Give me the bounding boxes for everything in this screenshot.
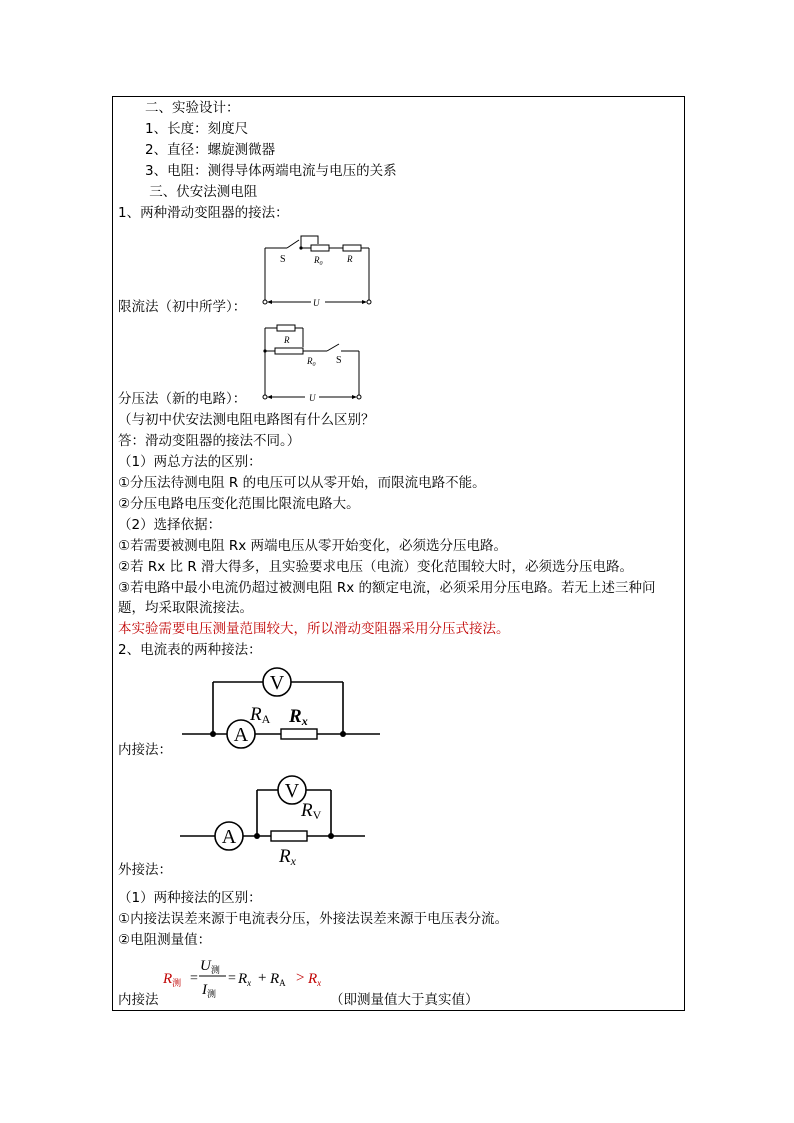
heading-voltammetry: 三、伏安法测电阻 — [118, 184, 258, 200]
internal-formula-label: 内接法 — [118, 992, 159, 1008]
subsection-method-difference: （1）两种接法的区别： — [118, 890, 262, 906]
ammeter-symbol: A — [221, 826, 237, 848]
voltage-divider-circuit-diagram — [255, 323, 380, 408]
criteria-point-3-cont: 题，均采取限流接法。 — [118, 600, 253, 616]
switch-label: S — [336, 355, 342, 366]
current-limiting-label: 限流法（初中所学）： — [118, 299, 247, 315]
resistor-label: R — [347, 254, 353, 264]
voltage-label: U — [313, 298, 320, 308]
voltmeter-resistance-label: RV — [301, 800, 322, 822]
subsection-criteria: （2）选择依据： — [118, 517, 222, 533]
internal-connection-circuit-diagram — [175, 662, 385, 754]
formula-numerator: $U_测$ — [200, 958, 220, 975]
formula-denominator: $I_测$ — [202, 982, 217, 999]
formula-eq: = — [190, 971, 198, 986]
rx-label: Rx — [279, 846, 296, 868]
formula-r-measured: $R_测$ — [163, 971, 182, 988]
formula-rx-true: $R_x$ — [308, 971, 322, 988]
conclusion-red-text: 本实验需要电压测量范围较大，所以滑动变阻器采用分压式接法。 — [118, 621, 510, 637]
formula-gt: > — [296, 970, 305, 986]
section-rheostat-methods: 1、两种滑动变阻器的接法： — [118, 205, 289, 221]
resistor-label: R — [284, 335, 290, 345]
ammeter-symbol: A — [233, 724, 249, 746]
formula-rx: $R_x$ — [238, 971, 252, 988]
item-diameter: 2、直径：螺旋测微器 — [118, 142, 276, 158]
internal-connection-label: 内接法： — [118, 742, 172, 758]
section-ammeter-methods: 2、电流表的两种接法： — [118, 642, 262, 658]
subsection-difference: （1）两总方法的区别： — [118, 454, 262, 470]
rheostat-label: $R_0$ — [307, 356, 316, 368]
formula-plus: + — [258, 970, 267, 986]
item-length: 1、长度：刻度尺 — [118, 121, 249, 137]
voltmeter-symbol: V — [269, 672, 285, 694]
criteria-point-3: ③若电路中最小电流仍超过被测电阻 Rx 的额定电流，必须采用分压电路。若无上述三种问 — [118, 580, 656, 596]
criteria-point-2: ②若 Rx 比 R 滑大得多，且实验要求电压（电流）变化范围较大时，必须选分压电路。 — [118, 559, 634, 575]
ammeter-resistance-label: RA — [250, 704, 271, 726]
difference-point-1: ①分压法待测电阻 R 的电压可以从零开始，而限流电路不能。 — [118, 475, 486, 491]
formula-eq2: = — [228, 971, 236, 986]
current-limiting-circuit-diagram — [255, 230, 380, 310]
criteria-point-1: ①若需要被测电阻 Rx 两端电压从零开始变化，必须选分压电路。 — [118, 538, 508, 554]
voltage-label: U — [309, 393, 316, 403]
rx-label: Rx — [289, 706, 308, 728]
difference-error-source: ①内接法误差来源于电流表分压，外接法误差来源于电压表分流。 — [118, 911, 509, 927]
voltage-divider-label: 分压法（新的电路）： — [118, 391, 247, 407]
voltmeter-symbol: V — [284, 780, 300, 802]
external-connection-circuit-diagram — [175, 768, 375, 868]
heading-experiment-design: 二、实验设计： — [118, 100, 240, 116]
formula-ra: $R_A$ — [270, 971, 286, 988]
switch-label: S — [280, 254, 286, 265]
question-text: （与初中伏安法测电阻电路图有什么区别？ — [118, 412, 375, 428]
answer-text: 答：滑动变阻器的接法不同。） — [118, 433, 301, 449]
measured-value-heading: ②电阻测量值： — [118, 932, 212, 948]
formula-note: （即测量值大于真实值） — [330, 992, 479, 1008]
item-resistance: 3、电阻：测得导体两端电流与电压的关系 — [118, 163, 397, 179]
difference-point-2: ②分压电路电压变化范围比限流电路大。 — [118, 496, 360, 512]
external-connection-label: 外接法： — [118, 862, 172, 878]
rheostat-label: $R_0$ — [314, 255, 323, 267]
